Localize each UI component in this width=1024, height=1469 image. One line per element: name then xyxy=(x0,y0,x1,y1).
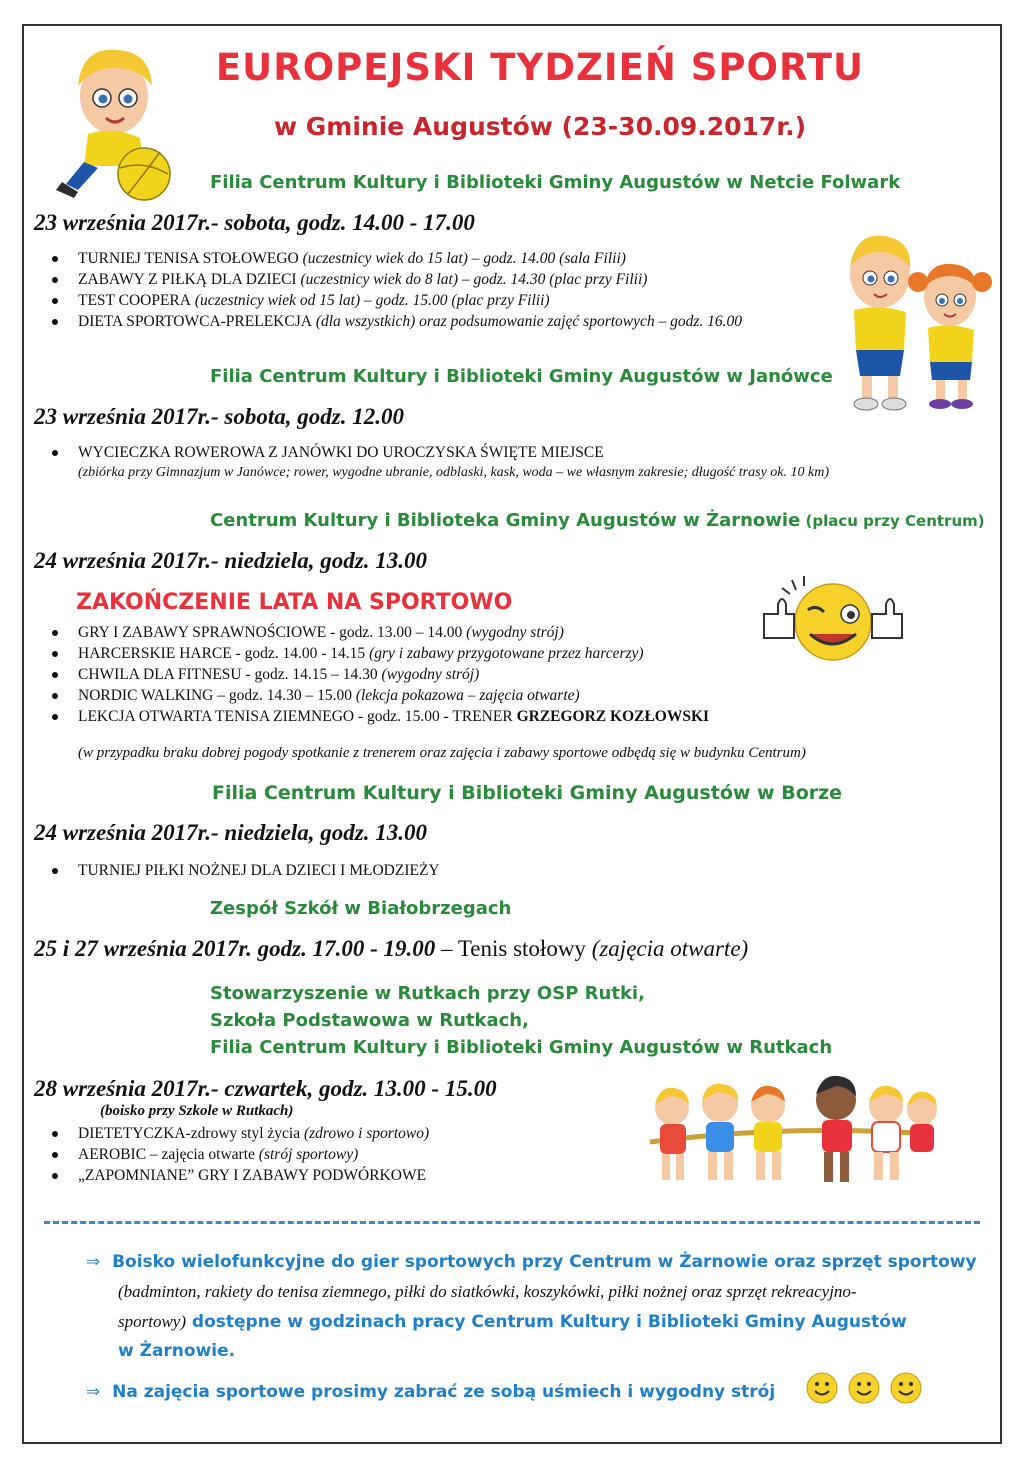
activity-list-3 xyxy=(36,622,709,727)
venue-zarnowo: Centrum Kultury i Biblioteka Gminy Augustów w Żarnowie (placu przy Centrum) xyxy=(210,510,985,531)
list-item: TURNIEJ TENISA STOŁOWEGO (uczestnicy wiek do 15 lat) – godz. 14.00 (sala Filii) xyxy=(36,248,742,269)
date-section-5: 25 i 27 września 2017r. godz. 17.00 - 19.00 – Tenis stołowy (zajęcia otwarte) xyxy=(34,936,749,961)
info-bring-smile: ⇒ Na zajęcia sportowe prosimy zabrać ze sobą uśmiech i wygodny strój xyxy=(86,1382,776,1402)
note-zarnowo: (w przypadku braku dobrej pogody spotkanie z trenerem oraz zajęcia i zabawy sportowe odbędą się w budynku Centrum) xyxy=(78,745,806,761)
list-item: TURNIEJ PIŁKI NOŻNEJ DLA DZIECI I MŁODZIEŻY xyxy=(36,860,440,881)
list-item: ZABAWY Z PIŁKĄ DLA DZIECI (uczestnicy wiek do 8 lat) – godz. 14.30 (plac przy Filii) xyxy=(36,269,742,290)
poster-subtitle: w Gminie Augustów (23-30.09.2017r.) xyxy=(273,112,807,141)
list-item: WYCIECZKA ROWEROWA Z JANÓWKI DO UROCZYSKA ŚWIĘTE MIEJSCE xyxy=(36,442,604,463)
activity-list-4 xyxy=(36,860,440,881)
arrow-icon: ⇒ xyxy=(86,1252,101,1272)
venue-janowka: Filia Centrum Kultury i Biblioteki Gminy Augustów w Janówce xyxy=(210,366,833,387)
winking-smiley-thumbs-up-icon xyxy=(756,570,910,670)
list-item: AEROBIC – zajęcia otwarte (strój sportowy) xyxy=(36,1144,429,1165)
venue-rutki: Stowarzyszenie w Rutkach przy OSP Rutki, Szkoła Podstawowa w Rutkach, Filia Centrum Kultury i Biblioteki Gminy Augustów w Rutkach xyxy=(210,983,833,1058)
date-section-6: 28 września 2017r.- czwartek, godz. 13.00 - 15.00 xyxy=(34,1076,497,1101)
date-section-3: 24 września 2017r.- niedziela, godz. 13.00 xyxy=(34,548,427,573)
subnote-rutki: (boisko przy Szkole w Rutkach) xyxy=(100,1103,294,1119)
activity-list-1 xyxy=(36,248,742,332)
smiley-icon xyxy=(849,1373,879,1403)
closing-headline: ZAKOŃCZENIE LATA NA SPORTOWO xyxy=(76,590,513,615)
tug-of-war-kids-illustration xyxy=(640,1064,940,1198)
venue-bialobrzegi: Zespół Szkół w Białobrzegach xyxy=(210,898,512,919)
two-kids-illustration xyxy=(834,226,994,416)
list-item: NORDIC WALKING – godz. 14.30 – 15.00 (lekcja pokazowa – zajęcia otwarte) xyxy=(36,685,709,706)
activity-list-6 xyxy=(36,1123,429,1186)
date-section-2: 23 września 2017r.- sobota, godz. 12.00 xyxy=(34,404,404,429)
list-item: CHWILA DLA FITNESU - godz. 14.15 – 14.30 (wygodny strój) xyxy=(36,664,709,685)
venue-bor: Filia Centrum Kultury i Biblioteki Gminy Augustów w Borze xyxy=(212,782,843,804)
activity-list-2 xyxy=(36,442,604,463)
poster-title: EUROPEJSKI TYDZIEŃ SPORTU xyxy=(215,46,865,89)
note-janowka: (zbiórka przy Gimnazjum w Janówce; rower, wygodne ubranie, odblaski, kask, woda – we własnym zakresie; długość trasy ok. 10 km) xyxy=(78,465,829,480)
list-item: HARCERSKIE HARCE - godz. 14.00 - 14.15 (gry i zabawy przygotowane przez harcerzy) xyxy=(36,643,709,664)
three-smiley-icons xyxy=(804,1370,924,1406)
list-item: DIETETYCZKA-zdrowy styl życia (zdrowo i sportowo) xyxy=(36,1123,429,1144)
boy-kicking-ball-illustration xyxy=(48,34,178,204)
date-section-4: 24 września 2017r.- niedziela, godz. 13.00 xyxy=(34,820,427,845)
list-item: LEKCJA OTWARTA TENISA ZIEMNEGO - godz. 15.00 - TRENER GRZEGORZ KOZŁOWSKI xyxy=(36,706,709,727)
arrow-icon: ⇒ xyxy=(86,1382,101,1402)
date-section-1: 23 września 2017r.- sobota, godz. 14.00 - 17.00 xyxy=(34,210,475,235)
info-facilities: ⇒ Boisko wielofunkcyjne do gier sportowych przy Centrum w Żarnowie oraz sprzęt sportowy (badminton, rakiety do tenisa ziemnego, piłki do siatkówki, koszykówki, piłki nożnej oraz sprzęt rekreacyjno- sportowy) dostępne w godzinach pracy Centrum Kultury i Biblioteki Gminy Augustów w Żarnowie. xyxy=(86,1252,977,1361)
list-item: GRY I ZABAWY SPRAWNOŚCIOWE - godz. 13.00 – 14.00 (wygodny strój) xyxy=(36,622,709,643)
venue-netta-folwark: Filia Centrum Kultury i Biblioteki Gminy Augustów w Netcie Folwark xyxy=(210,172,901,193)
list-item: DIETA SPORTOWCA-PRELEKCJA (dla wszystkich) oraz podsumowanie zajęć sportowych – godz. 16.00 xyxy=(36,311,742,332)
list-item: „ZAPOMNIANE” GRY I ZABAWY PODWÓRKOWE xyxy=(36,1165,429,1186)
list-item: TEST COOPERA (uczestnicy wiek od 15 lat) – godz. 15.00 (plac przy Filii) xyxy=(36,290,742,311)
smiley-icon xyxy=(891,1373,921,1403)
smiley-icon xyxy=(807,1373,837,1403)
dashed-separator xyxy=(44,1221,980,1224)
